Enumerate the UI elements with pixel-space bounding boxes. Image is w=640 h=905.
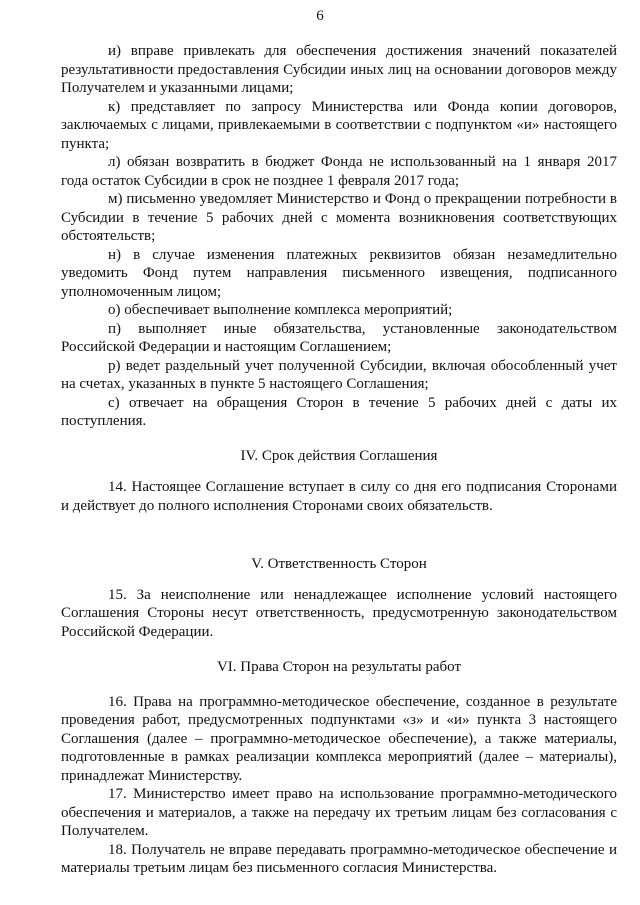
paragraph-14: 14. Настоящее Соглашение вступает в силу со дня его подписания Сторонами и действует до полного исполнения Сторонами своих обязательств. — [61, 479, 617, 514]
item-r: р) ведет раздельный учет полученной Субсидии, включая обособленный учет на счетах, указанных в пункте 5 настоящего Соглашения; — [61, 357, 617, 392]
paragraph-16: 16. Права на программно-методическое обеспечение, созданное в результате проведения работ, предусмотренных подпунктами «з» и «и» пункта 3 настоящего Соглашения (далее – программно-методическое обеспечение), а также материалы, подготовленные в рамках реализации комплекса мероприятий (далее – материалы), принадлежат Министерству. — [61, 693, 617, 784]
item-p: п) выполняет иные обязательства, установленные законодательством Российской Федерации и настоящим Соглашением; — [61, 320, 617, 355]
section-v-heading: V. Ответственность Сторон — [251, 556, 427, 572]
paragraph-17: 17. Министерство имеет право на использование программно-методического обеспечения и материалов, а также на передачу их третьим лицам без согласования с Получателем. — [61, 786, 617, 839]
page-number: 6 — [316, 8, 324, 24]
document-body — [61, 42, 617, 878]
item-l: л) обязан возвратить в бюджет Фонда не использованный на 1 января 2017 года остаток Субсидии в срок не позднее 1 февраля 2017 года; — [61, 154, 617, 189]
item-i: и) вправе привлекать для обеспечения достижения значений показателей результативности предоставления Субсидии иных лиц на основании договоров между Получателем и указанными лицами; — [61, 43, 617, 96]
section-iv-heading: IV. Срок действия Соглашения — [240, 447, 438, 464]
item-n: н) в случае изменения платежных реквизитов обязан незамедлительно уведомить Фонд путем направления письменного извещения, подписанного уполномоченным лицом; — [61, 246, 617, 300]
item-k: к) представляет по запросу Министерства или Фонда копии договоров, заключаемых с лицами, привлекаемыми в соответствии с подпунктом «и» настоящего пункта; — [61, 98, 617, 152]
section-vi-heading: VI. Права Сторон на результаты работ — [216, 659, 462, 675]
paragraph-15: 15. За неисполнение или ненадлежащее исполнение условий настоящего Соглашения Стороны несут ответственность, предусмотренную законодательством Российской Федерации. — [61, 586, 617, 640]
paragraph-18: 18. Получатель не вправе передавать программно-методическое обеспечение и материалы третьим лицам без письменного согласия Министерства. — [61, 841, 617, 876]
item-m: м) письменно уведомляет Министерство и Фонд о прекращении потребности в Субсидии в течение 5 рабочих дней с момента возникновения соответствующих обстоятельств; — [61, 191, 617, 244]
item-s: с) отвечает на обращения Сторон в течение 5 рабочих дней с даты их поступления. — [61, 394, 617, 429]
item-o: о) обеспечивает выполнение комплекса мероприятий; — [108, 302, 453, 318]
